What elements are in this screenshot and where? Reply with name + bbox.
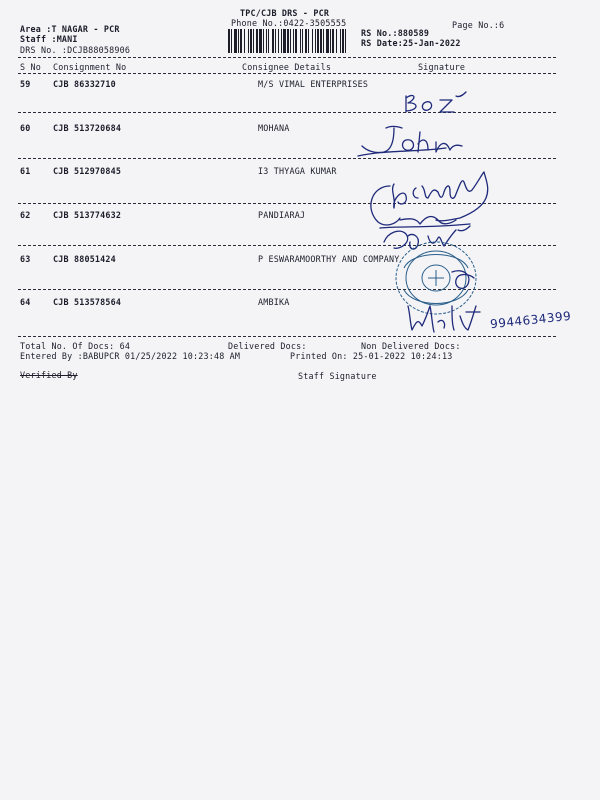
signature-ambika bbox=[404, 300, 494, 336]
row-consignee: P ESWARAMOORTHY AND COMPANY bbox=[258, 254, 400, 264]
row-consignment: CJB 513720684 bbox=[53, 123, 122, 133]
staff-signature: Staff Signature bbox=[298, 371, 377, 381]
row-consignment: CJB 88051424 bbox=[53, 254, 116, 264]
report-title: TPC/CJB DRS - PCR bbox=[240, 8, 330, 18]
column-header-consignment: Consignment No bbox=[53, 62, 127, 72]
signature-john bbox=[356, 122, 476, 162]
row-sno: 63 bbox=[20, 254, 31, 264]
handwritten-phone-number: 9944634399 bbox=[489, 308, 572, 332]
row-sno: 62 bbox=[20, 210, 31, 220]
row-consignee: AMBIKA bbox=[258, 297, 290, 307]
row-consignment: CJB 513774632 bbox=[53, 210, 122, 220]
row-sno: 61 bbox=[20, 166, 31, 176]
verified-by: Verified By bbox=[20, 370, 78, 380]
phone-number: Phone No.:0422-3505555 bbox=[231, 18, 347, 28]
row-consignment: CJB 512970845 bbox=[53, 166, 122, 176]
column-header-sno: S No bbox=[20, 62, 41, 72]
barcode-image bbox=[228, 29, 348, 53]
row-sno: 60 bbox=[20, 123, 31, 133]
row-consignee: M/S VIMAL ENTERPRISES bbox=[258, 79, 369, 89]
row-consignee: I3 THYAGA KUMAR bbox=[258, 166, 337, 176]
divider-header bbox=[18, 73, 556, 74]
row-consignment: CJB 86332710 bbox=[53, 79, 116, 89]
row-divider bbox=[18, 112, 556, 113]
rs-number: RS No.:880589 bbox=[361, 28, 430, 38]
non-delivered-docs: Non Delivered Docs: bbox=[361, 341, 461, 351]
row-consignee: PANDIARAJ bbox=[258, 210, 306, 220]
drs-number: DRS No. :DCJB88058906 bbox=[20, 45, 131, 55]
total-docs: Total No. Of Docs: 64 bbox=[20, 341, 131, 351]
printed-on: Printed On: 25-01-2022 10:24:13 bbox=[290, 351, 453, 361]
rs-date: RS Date:25-Jan-2022 bbox=[361, 38, 461, 48]
column-header-consignee: Consignee Details bbox=[242, 62, 332, 72]
entered-by: Entered By :BABUPCR 01/25/2022 10:23:48 AM bbox=[20, 351, 241, 361]
row-sno: 64 bbox=[20, 297, 31, 307]
divider-top bbox=[18, 57, 556, 58]
row-divider bbox=[18, 336, 556, 337]
page-number: Page No.:6 bbox=[452, 20, 505, 30]
staff-label: Staff :MANI bbox=[20, 34, 78, 44]
column-header-signature: Signature bbox=[418, 62, 466, 72]
area-label: Area :T NAGAR - PCR bbox=[20, 24, 120, 34]
row-consignment: CJB 513578564 bbox=[53, 297, 122, 307]
row-sno: 59 bbox=[20, 79, 31, 89]
row-consignee: MOHANA bbox=[258, 123, 290, 133]
signature-box bbox=[400, 88, 470, 118]
delivered-docs: Delivered Docs: bbox=[228, 341, 307, 351]
